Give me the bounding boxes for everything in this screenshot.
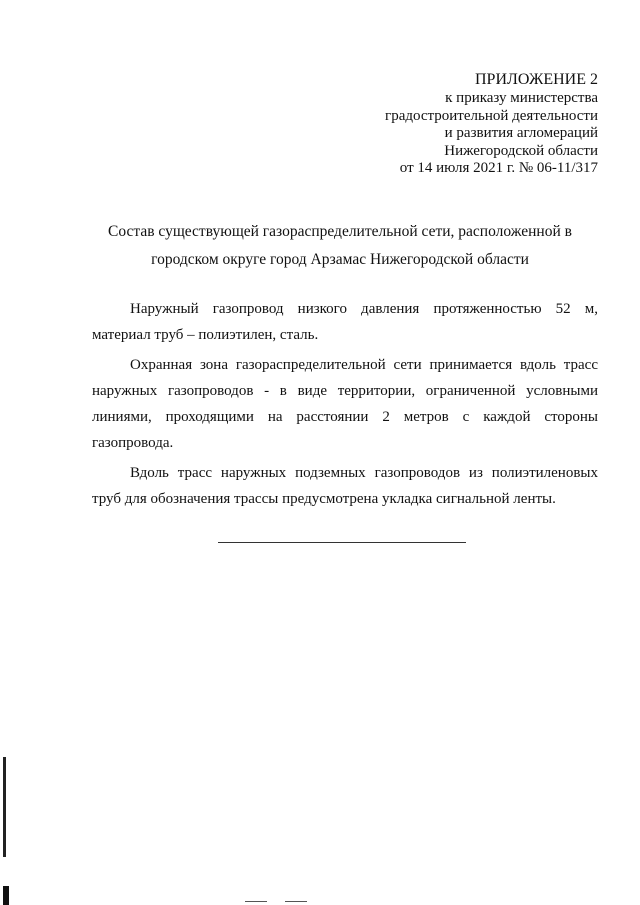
scan-edge-mark-bottom	[3, 886, 9, 905]
scan-edge-mark	[3, 757, 6, 857]
order-date-number: от 14 июля 2021 г. № 06-11/317	[399, 160, 598, 176]
ministry-name-line-2: и развития агломераций	[444, 125, 598, 141]
paragraph-protection-zone: Охранная зона газораспределительной сети принимается вдоль трасс наружных газопроводов - в виде территории, ограниченной условными линиями, проходящими на расстоянии 2 метров с каждой стороны газопровода.	[92, 357, 598, 451]
document-title-line-2: городском округе город Арзамас Нижегородской области	[151, 251, 529, 268]
end-of-document-rule	[218, 542, 466, 543]
order-reference-line: к приказу министерства	[445, 90, 598, 106]
scan-dash-mark-2	[285, 901, 307, 902]
scan-dash-mark	[245, 901, 267, 902]
appendix-header	[385, 70, 598, 178]
document-title-line-1: Состав существующей газораспределительной сети, расположенной в	[108, 223, 572, 240]
region-name-line: Нижегородской области	[444, 142, 598, 159]
ministry-name-line: градостроительной деятельности	[385, 107, 598, 124]
paragraph-signal-tape: Вдоль трасс наружных подземных газопроводов из полиэтиленовых труб для обозначения трассы предусмотрена укладка сигнальной ленты.	[92, 465, 598, 507]
document-body	[92, 296, 598, 516]
appendix-title: ПРИЛОЖЕНИЕ 2	[474, 71, 598, 88]
paragraph-pipeline-description: Наружный газопровод низкого давления протяженностью 52 м, материал труб – полиэтилен, сталь.	[92, 301, 598, 343]
document-title	[60, 218, 620, 274]
